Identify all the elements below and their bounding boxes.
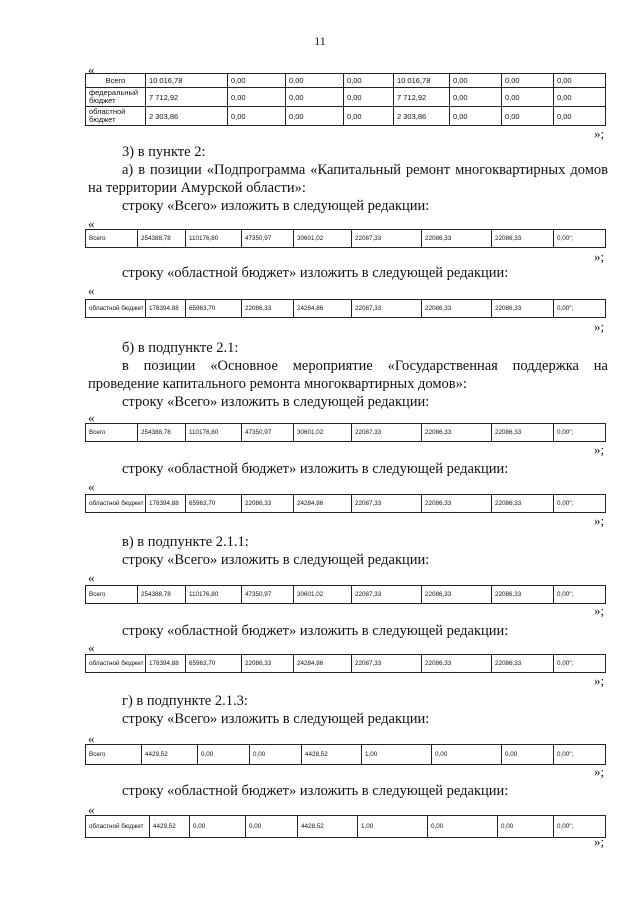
quote-close: »; — [594, 834, 605, 849]
table-cell: 22086,33 — [422, 300, 492, 318]
paragraph: строку «Всего» изложить в следующей редакции: — [122, 552, 430, 568]
quote-close: »; — [594, 603, 605, 618]
row-label: Всего — [86, 586, 138, 604]
table-row — [86, 424, 606, 442]
table-cell: 0,00 — [228, 74, 286, 88]
quote-close: »; — [594, 319, 605, 334]
table-row — [86, 107, 606, 126]
table-cell: 4429,52 — [150, 816, 190, 838]
quote-open: « — [88, 802, 95, 817]
budget-row-table — [85, 585, 606, 604]
table-cell: 7 712,92 — [394, 88, 450, 107]
table-cell: 0,00"; — [554, 745, 606, 765]
paragraph: строку «областной бюджет» изложить в следующей редакции: — [122, 783, 509, 799]
table-row — [86, 745, 606, 765]
table-cell: 22086,33 — [422, 586, 492, 604]
table-cell: 0,00"; — [554, 655, 606, 673]
table-row — [86, 300, 606, 318]
row-label: областной бюджет — [86, 655, 146, 673]
table-cell: 22086,33 — [422, 655, 492, 673]
quote-open: « — [88, 640, 95, 655]
table-cell: 0,00 — [502, 107, 554, 126]
table-cell: 65963,70 — [186, 300, 242, 318]
budget-row-table — [85, 744, 606, 765]
table-cell: 1,00 — [362, 745, 432, 765]
table-cell: 30601,02 — [294, 230, 352, 248]
quote-open: « — [88, 216, 95, 231]
table-cell: 22086,33 — [422, 230, 492, 248]
table-cell: 0,00"; — [554, 816, 606, 838]
table-cell: 178394,88 — [146, 495, 186, 513]
table-row — [86, 74, 606, 88]
table-cell: 178394,88 — [146, 300, 186, 318]
row-label: областной бюджет — [86, 495, 146, 513]
table-cell: 110176,80 — [186, 586, 242, 604]
paragraph: строку «областной бюджет» изложить в следующей редакции: — [122, 623, 509, 639]
table-cell: 0,00 — [228, 88, 286, 107]
row-label: федеральный бюджет — [86, 88, 146, 107]
quote-close: »; — [594, 126, 605, 141]
budget-row-table — [85, 815, 606, 838]
quote-open: « — [88, 410, 95, 425]
page-number: 11 — [314, 34, 326, 48]
table-cell: 47350,97 — [242, 424, 294, 442]
table-row — [86, 586, 606, 604]
section-heading: б) в подпункте 2.1: — [122, 340, 239, 356]
paragraph: строку «Всего» изложить в следующей редакции: — [122, 198, 430, 214]
quote-open: « — [88, 479, 95, 494]
table-cell: 110176,80 — [186, 424, 242, 442]
table-cell: 22086,33 — [422, 424, 492, 442]
section-heading: в) в подпункте 2.1.1: — [122, 534, 249, 550]
table-cell: 65963,70 — [186, 495, 242, 513]
table-cell: 178394,88 — [146, 655, 186, 673]
table-cell: 0,00 — [498, 816, 554, 838]
table-row — [86, 655, 606, 673]
table-cell: 4428,52 — [298, 816, 358, 838]
table-cell: 22087,33 — [352, 424, 422, 442]
table-cell: 30601,02 — [294, 586, 352, 604]
paragraph: строку «Всего» изложить в следующей редакции: — [122, 711, 430, 727]
paragraph: строку «областной бюджет» изложить в следующей редакции: — [122, 265, 509, 281]
table-cell: 2 303,86 — [394, 107, 450, 126]
table-cell: 22087,33 — [352, 230, 422, 248]
table-cell: 24284,86 — [294, 655, 352, 673]
quote-open: « — [88, 731, 95, 746]
quote-open: « — [88, 570, 95, 585]
table-cell: 4428,52 — [302, 745, 362, 765]
row-label: Всего — [86, 230, 138, 248]
table-cell: 0,00 — [250, 745, 302, 765]
table-cell: 0,00 — [286, 74, 344, 88]
table-cell: 0,00 — [246, 816, 298, 838]
table-cell: 22087,33 — [352, 495, 422, 513]
table-cell: 22087,33 — [352, 300, 422, 318]
table-cell: 0,00 — [344, 74, 394, 88]
table-cell: 22086,33 — [492, 424, 554, 442]
table-cell: 0,00 — [502, 745, 554, 765]
table-cell: 254388,78 — [138, 586, 186, 604]
paragraph: а) в позиции «Подпрограмма «Капитальный ремонт многоквартирных домов на территории Амурской области»: — [88, 162, 608, 196]
table-row — [86, 88, 606, 107]
table-cell: 22087,33 — [352, 586, 422, 604]
table-cell: 22087,33 — [352, 655, 422, 673]
table-cell: 22086,33 — [492, 230, 554, 248]
table-row — [86, 495, 606, 513]
table-cell: 254388,78 — [138, 230, 186, 248]
quote-open: « — [88, 62, 95, 77]
table-cell: 22086,33 — [492, 586, 554, 604]
table-cell: 30601,02 — [294, 424, 352, 442]
table-cell: 24284,86 — [294, 495, 352, 513]
quote-close: »; — [594, 513, 605, 528]
table-cell: 0,00 — [502, 88, 554, 107]
table-cell: 22086,33 — [242, 655, 294, 673]
quote-open: « — [88, 283, 95, 298]
row-label: областной бюджет — [86, 107, 146, 126]
table-cell: 0,00 — [428, 816, 498, 838]
table-cell: 22086,33 — [242, 495, 294, 513]
table-cell: 110176,80 — [186, 230, 242, 248]
quote-close: »; — [594, 249, 605, 264]
row-label: областной бюджет — [86, 816, 150, 838]
table-cell: 0,00 — [344, 88, 394, 107]
table-cell: 24284,86 — [294, 300, 352, 318]
table-cell: 0,00 — [554, 88, 606, 107]
quote-close: »; — [594, 442, 605, 457]
table-row — [86, 816, 606, 838]
table-cell: 7 712,92 — [146, 88, 228, 107]
table-cell: 47350,97 — [242, 586, 294, 604]
paragraph: строку «Всего» изложить в следующей редакции: — [122, 394, 430, 410]
table-cell: 0,00 — [450, 107, 502, 126]
budget-row-table — [85, 423, 606, 442]
table-cell: 0,00 — [286, 88, 344, 107]
table-cell: 0,00 — [286, 107, 344, 126]
table-cell: 0,00"; — [554, 300, 606, 318]
table-cell: 254388,78 — [138, 424, 186, 442]
table-cell: 0,00 — [198, 745, 250, 765]
table-cell: 2 303,86 — [146, 107, 228, 126]
table-cell: 22086,33 — [242, 300, 294, 318]
table-cell: 10 016,78 — [146, 74, 228, 88]
table-cell: 10 016,78 — [394, 74, 450, 88]
table-cell: 0,00 — [450, 88, 502, 107]
budget-row-table — [85, 654, 606, 673]
quote-close: »; — [594, 673, 605, 688]
table-cell: 22086,33 — [492, 300, 554, 318]
row-label: Всего — [86, 74, 146, 88]
table-cell: 0,00 — [554, 74, 606, 88]
table-cell: 0,00 — [228, 107, 286, 126]
table-cell: 0,00 — [554, 107, 606, 126]
row-label: Всего — [86, 745, 142, 765]
table-cell: 47350,97 — [242, 230, 294, 248]
table-cell: 0,00 — [432, 745, 502, 765]
budget-row-table — [85, 494, 606, 513]
table-cell: 22086,33 — [492, 655, 554, 673]
row-label: областной бюджет — [86, 300, 146, 318]
table-cell: 65963,70 — [186, 655, 242, 673]
table-cell: 0,00"; — [554, 230, 606, 248]
table-cell: 0,00 — [450, 74, 502, 88]
quote-close: »; — [594, 764, 605, 779]
table-cell: 0,00"; — [554, 495, 606, 513]
top-table — [85, 73, 606, 126]
table-cell: 22086,33 — [492, 495, 554, 513]
table-cell: 0,00 — [190, 816, 246, 838]
table-cell: 1,00 — [358, 816, 428, 838]
table-cell: 0,00 — [344, 107, 394, 126]
section-heading: 3) в пункте 2: — [122, 144, 206, 160]
table-cell: 4429,52 — [142, 745, 198, 765]
budget-row-table — [85, 229, 606, 248]
table-cell: 22086,33 — [422, 495, 492, 513]
table-cell: 0,00"; — [554, 586, 606, 604]
table-row — [86, 230, 606, 248]
table-cell: 0,00"; — [554, 424, 606, 442]
budget-row-table — [85, 299, 606, 318]
section-heading: г) в подпункте 2.1.3: — [122, 693, 248, 709]
paragraph: строку «областной бюджет» изложить в следующей редакции: — [122, 461, 509, 477]
paragraph: в позиции «Основное мероприятие «Государственная поддержка на проведение капитального ремонта многоквартирных домов»: — [88, 358, 608, 392]
row-label: Всего — [86, 424, 138, 442]
table-cell: 0,00 — [502, 74, 554, 88]
